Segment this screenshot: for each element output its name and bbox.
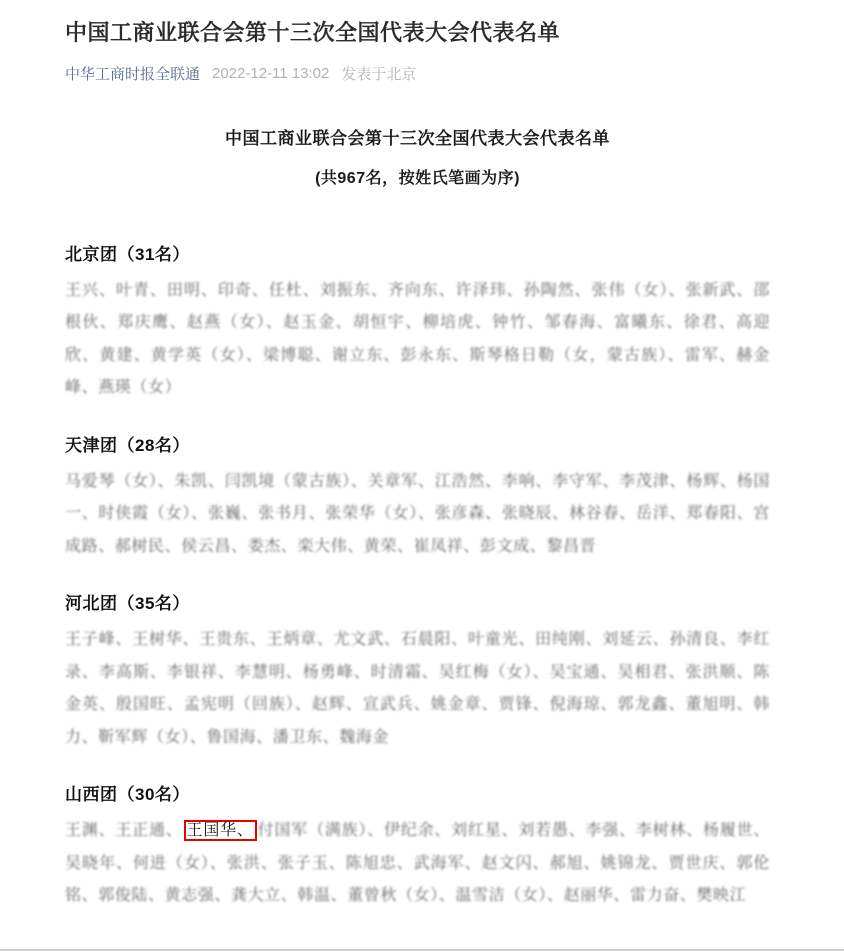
names-paragraph-tianjin: 马爱琴（女）、朱凯、闫凯境（蒙古族）、关章军、江浩然、李响、李守军、李茂津、杨辉、杨国一、时侠霞（女）、张巍、张书月、张荣华（女）、张彦森、张晓辰、林谷春、岳洋、郑春阳、宫成路、郝树民、侯云昌、娄杰、栾大伟、黄荣、崔凤祥、彭文成、黎昌晋 xyxy=(65,472,770,555)
article-meta xyxy=(65,63,770,84)
source-account-link[interactable]: 中华工商时报全联通 xyxy=(65,65,201,83)
publish-datetime: 2022-12-11 13:02 xyxy=(212,64,330,82)
section-hebei xyxy=(65,589,770,754)
document-title: 中国工商业联合会第十三次全国代表大会代表名单 xyxy=(225,128,610,148)
section-heading-shanxi: 山西团（30名） xyxy=(65,785,190,805)
publish-location: 发表于北京 xyxy=(341,65,417,83)
section-shanxi xyxy=(65,780,770,913)
section-tianjin xyxy=(65,431,770,564)
names-before-highlight: 王渊、王正通、 xyxy=(65,822,183,840)
article-title: 中国工商业联合会第十三次全国代表大会代表名单 xyxy=(65,20,561,45)
names-after-highlight: 付国军（满族）、伊纪余、刘红星、刘若愚、李强、李树林、杨履世、吴晓年、何进（女）、张洪、张子玉、陈旭忠、武海军、赵文闪、郝旭、姚锦龙、贾世庆、郭伦铭、郭俊陆、黄志强、龚大立、韩温、董曾秋（女）、温雪洁（女）、赵丽华、雷力奋、樊映江 xyxy=(65,822,770,905)
names-paragraph-shanxi xyxy=(65,815,770,913)
section-heading-hebei: 河北团（35名） xyxy=(65,594,190,614)
section-heading-tianjin: 天津团（28名） xyxy=(65,435,190,455)
highlighted-name-box: 王国华、 xyxy=(184,820,257,841)
names-paragraph-beijing: 王兴、叶青、田明、印奇、任杜、刘振东、齐向东、许泽玮、孙陶然、张伟（女）、张新武、邵根伙、郑庆鹰、赵燕（女）、赵玉金、胡恒宇、柳培虎、钟竹、邹春海、富曦东、徐君、高迎欣、黄建、黄学英（女）、梁博聪、谢立东、彭永东、斯琴格日勒（女，蒙古族）、雷军、赫金峰、燕瑛（女） xyxy=(65,281,770,397)
section-heading-beijing: 北京团（31名） xyxy=(65,244,190,264)
document-subtitle: (共967名，按姓氏笔画为序) xyxy=(315,169,520,187)
names-paragraph-hebei: 王子峰、王树华、王贵东、王炳章、尤文武、石晨阳、叶童光、田纯刚、刘延云、孙清良、李红录、李高斯、李银祥、李慧明、杨勇峰、时清霜、吴红梅（女）、吴宝通、吴相君、张洪顺、陈金英、殷国旺、孟宪明（回族）、赵辉、宣武兵、姚金章、贾锋、倪海琼、郭龙鑫、董旭明、韩力、靳军辉（女）、鲁国海、潘卫东、魏海金 xyxy=(65,631,770,746)
section-beijing xyxy=(65,240,770,405)
